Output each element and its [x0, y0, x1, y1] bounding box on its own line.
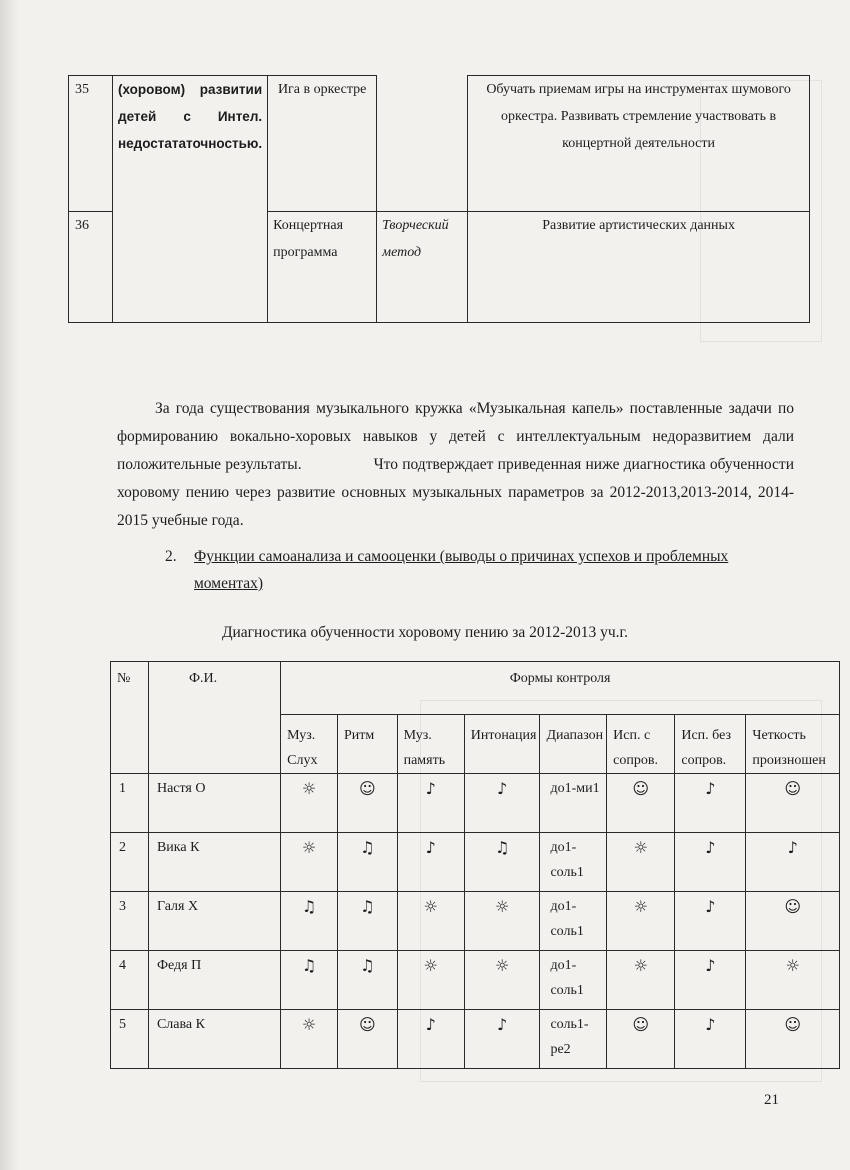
assessment-cell — [464, 833, 540, 892]
row-number: 4 — [111, 951, 149, 1010]
assessment-mark: ☼ — [301, 838, 317, 857]
column-header: Диапазон — [540, 715, 607, 774]
page-edge — [0, 0, 18, 1170]
diagnostics-body — [111, 774, 840, 1069]
assessment-cell — [338, 833, 398, 892]
column-header-name: Ф.И. — [148, 662, 280, 774]
results-paragraph — [117, 395, 794, 535]
table-row — [69, 76, 810, 212]
assessment-mark: ♪ — [705, 779, 716, 798]
assessment-mark: ♪ — [705, 956, 716, 975]
assessment-mark: ☼ — [301, 1015, 317, 1034]
assessment-cell — [338, 951, 398, 1010]
student-name: Вика К — [148, 833, 280, 892]
assessment-mark: ♪ — [497, 1015, 508, 1034]
assessment-cell — [281, 892, 338, 951]
assessment-mark: ☼ — [423, 897, 438, 916]
student-name: Слава К — [148, 1010, 280, 1069]
assessment-cell — [675, 833, 746, 892]
assessment-cell — [281, 1010, 338, 1069]
assessment-mark: ☺ — [784, 779, 802, 798]
vocal-range-value: до1-соль1 — [550, 840, 584, 880]
assessment-cell — [281, 951, 338, 1010]
assessment-cell — [338, 892, 398, 951]
column-header: Интонация — [464, 715, 540, 774]
assessment-cell — [397, 892, 464, 951]
diagnostics-table — [110, 661, 840, 1069]
column-header-forms: Формы контроля — [281, 662, 840, 715]
assessment-cell — [464, 892, 540, 951]
assessment-cell — [338, 1010, 398, 1069]
vocal-range-value: до1-ми1 — [550, 781, 600, 796]
page-number: 21 — [764, 1092, 779, 1108]
list-item — [165, 543, 775, 597]
vocal-range-value: соль1-ре2 — [550, 1017, 589, 1057]
assessment-cell — [464, 1010, 540, 1069]
vocal-range-cell — [540, 774, 607, 833]
assessment-mark: ♪ — [705, 1015, 716, 1034]
assessment-mark: ♫ — [301, 897, 317, 916]
column-header: Ритм — [338, 715, 398, 774]
assessment-mark: ♪ — [705, 897, 716, 916]
column-header: Муз. память — [397, 715, 464, 774]
assessment-mark: ☺ — [784, 897, 802, 916]
table-row — [111, 833, 840, 892]
assessment-cell — [338, 774, 398, 833]
paragraph-text: Что подтверждает приведенная ниже диагностика обученности хоровому пению через развитие основных музыкальных параметров за 2012-2013,2013-2014, 2014-2015 учебные года. — [117, 456, 794, 529]
lesson-plan-table — [68, 75, 810, 323]
assessment-cell — [746, 892, 840, 951]
table-row — [111, 774, 840, 833]
row-number: 5 — [111, 1010, 149, 1069]
assessment-mark: ☼ — [633, 956, 648, 975]
assessment-mark: ☼ — [633, 838, 648, 857]
diagnostics-title: Диагностика обученности хоровому пению за 2012-2013 уч.г. — [221, 624, 629, 641]
assessment-cell — [746, 1010, 840, 1069]
vocal-range-cell — [540, 833, 607, 892]
assessment-mark: ♪ — [497, 779, 508, 798]
student-name: Федя П — [148, 951, 280, 1010]
assessment-cell — [397, 774, 464, 833]
vocal-range-cell — [540, 951, 607, 1010]
assessment-mark: ☺ — [358, 1015, 376, 1034]
paragraph-text: За года существования музыкального кружка «Музыкальная капель» поставленные задачи по формированию вокально-хоровых навыков у детей с интеллектуальным недоразвитием дали положительные результаты. — [117, 400, 794, 473]
method-cell: Творческий метод — [377, 212, 468, 323]
column-header: Четкость произношен — [746, 715, 840, 774]
assessment-cell — [607, 774, 675, 833]
row-number: 3 — [111, 892, 149, 951]
assessment-cell — [281, 833, 338, 892]
assessment-cell — [464, 951, 540, 1010]
row-number: 35 — [69, 76, 113, 212]
assessment-mark: ☼ — [633, 897, 648, 916]
vocal-range-value: до1-соль1 — [550, 899, 584, 939]
goal-cell: Развитие артистических данных — [468, 212, 810, 323]
student-name: Настя О — [148, 774, 280, 833]
list-marker: 2. — [165, 548, 177, 565]
column-header-number: № — [111, 662, 149, 774]
assessment-cell — [746, 774, 840, 833]
column-header: Муз. Слух — [281, 715, 338, 774]
assessment-mark: ♪ — [425, 779, 436, 798]
row-number: 36 — [69, 212, 113, 323]
header-row — [111, 662, 840, 715]
section-heading: Функции самоанализа и самооценки (выводы о причинах успехов и проблемных моментах) — [194, 548, 729, 592]
lesson-form-cell: Концертная программа — [268, 212, 377, 323]
assessment-mark: ♫ — [360, 838, 375, 857]
goal-cell: Обучать приемам игры на инструментах шумового оркестра. Развивать стремление участвовать в концертной деятельности — [468, 76, 810, 212]
assessment-mark: ♪ — [425, 838, 436, 857]
column-header: Исп. с сопров. — [607, 715, 675, 774]
assessment-cell — [607, 833, 675, 892]
assessment-mark: ♫ — [494, 838, 510, 857]
column-header: Исп. без сопров. — [675, 715, 746, 774]
assessment-cell — [675, 951, 746, 1010]
table-row — [111, 892, 840, 951]
assessment-cell — [607, 892, 675, 951]
table-row — [111, 1010, 840, 1069]
assessment-cell — [675, 1010, 746, 1069]
lesson-form-cell: Ига в оркестре — [268, 76, 377, 212]
assessment-cell — [607, 1010, 675, 1069]
assessment-mark: ☺ — [358, 779, 376, 798]
assessment-cell — [281, 774, 338, 833]
assessment-mark: ☼ — [423, 956, 438, 975]
row-number: 1 — [111, 774, 149, 833]
assessment-mark: ☺ — [632, 1015, 650, 1034]
assessment-cell — [464, 774, 540, 833]
assessment-cell — [397, 833, 464, 892]
assessment-mark: ♫ — [301, 956, 317, 975]
row-number: 2 — [111, 833, 149, 892]
assessment-cell — [607, 951, 675, 1010]
assessment-mark: ☼ — [301, 779, 317, 798]
assessment-mark: ♪ — [787, 838, 798, 857]
assessment-mark: ♪ — [425, 1015, 436, 1034]
method-cell — [377, 76, 468, 212]
assessment-cell — [397, 1010, 464, 1069]
assessment-mark: ☺ — [632, 779, 650, 798]
assessment-mark: ☼ — [494, 956, 510, 975]
assessment-mark: ♫ — [360, 897, 375, 916]
vocal-range-value: до1-соль1 — [550, 958, 584, 998]
assessment-cell — [675, 892, 746, 951]
table-row — [111, 951, 840, 1010]
assessment-cell — [397, 951, 464, 1010]
vocal-range-cell — [540, 892, 607, 951]
topic-cell: (хоровом) развитии детей с Интел. недостататочностью. — [113, 76, 268, 323]
student-name: Галя Х — [148, 892, 280, 951]
assessment-mark: ♫ — [360, 956, 375, 975]
assessment-cell — [746, 951, 840, 1010]
assessment-cell — [746, 833, 840, 892]
assessment-mark: ♪ — [705, 838, 716, 857]
assessment-mark: ☼ — [494, 897, 510, 916]
assessment-mark: ☼ — [785, 956, 800, 975]
assessment-mark: ☺ — [784, 1015, 802, 1034]
vocal-range-cell — [540, 1010, 607, 1069]
assessment-cell — [675, 774, 746, 833]
